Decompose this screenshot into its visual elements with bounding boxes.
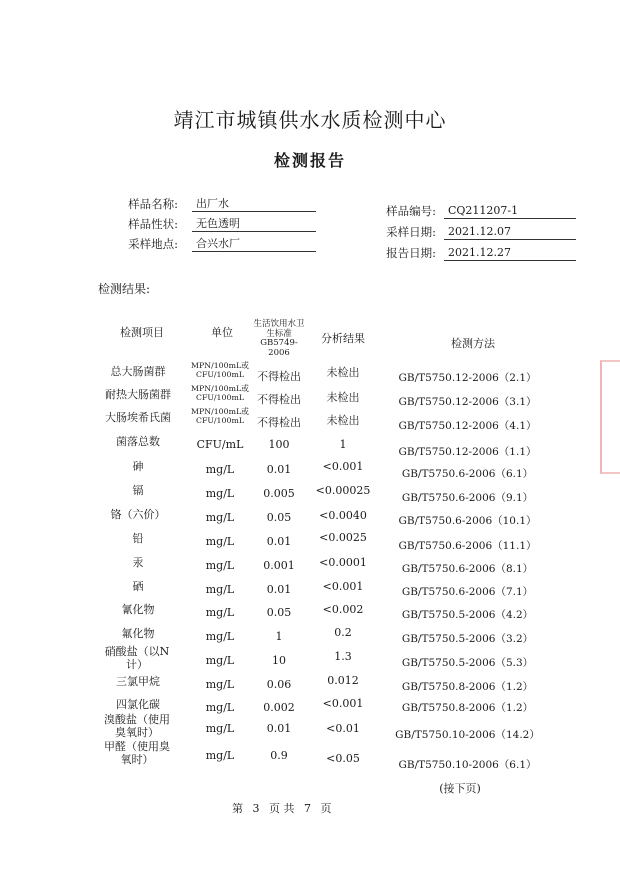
row-item: 总大肠菌群 xyxy=(110,365,166,378)
row-method: GB/T5750.12-2006（1.1） xyxy=(398,446,537,458)
row-unit: mg/L xyxy=(205,678,235,691)
continued-note: (接下页) xyxy=(439,782,481,795)
row-item: 菌落总数 xyxy=(116,435,160,448)
row-standard: 不得检出 xyxy=(257,370,301,383)
row-standard: 0.01 xyxy=(266,463,292,476)
row-result: 未检出 xyxy=(326,414,360,427)
row-unit: mg/L xyxy=(205,630,235,643)
row-result: 未检出 xyxy=(326,366,360,379)
row-standard: 0.05 xyxy=(266,511,292,524)
row-unit: mg/L xyxy=(205,654,235,667)
row-item: 硒 xyxy=(132,580,144,593)
page-total: 7 xyxy=(304,802,311,815)
row-method: GB/T5750.10-2006（14.2） xyxy=(395,729,540,741)
row-result: 未检出 xyxy=(326,391,360,404)
sample-date-label: 采样日期: xyxy=(386,225,436,239)
sample-site-label: 采样地点: xyxy=(128,237,178,251)
header-unit: 单位 xyxy=(211,326,233,339)
row-method: GB/T5750.6-2006（6.1） xyxy=(401,468,534,480)
row-result: <0.0040 xyxy=(319,509,367,522)
sample-date-value: 2021.12.07 xyxy=(444,224,576,240)
row-method: GB/T5750.6-2006（9.1） xyxy=(401,492,534,504)
row-result: 1 xyxy=(339,438,347,451)
row-unit: CFU/mL xyxy=(196,438,244,451)
row-unit: mg/L xyxy=(205,463,235,476)
row-result: 0.012 xyxy=(327,674,359,687)
row-standard: 0.01 xyxy=(266,535,292,548)
row-result: <0.05 xyxy=(326,752,360,765)
row-item: 大肠埃希氏菌 xyxy=(105,411,171,424)
sample-prop-label: 样品性状: xyxy=(128,217,178,231)
row-result: <0.01 xyxy=(326,722,360,735)
row-result: <0.001 xyxy=(322,460,364,473)
row-result: 0.2 xyxy=(334,626,352,639)
row-standard: 10 xyxy=(272,654,286,667)
report-title: 检测报告 xyxy=(273,151,346,170)
page-suffix: 页 xyxy=(320,802,332,815)
row-method: GB/T5750.12-2006（3.1） xyxy=(398,396,537,408)
row-standard: 0.9 xyxy=(270,749,288,762)
row-standard: 100 xyxy=(268,438,290,451)
row-result: <0.002 xyxy=(322,603,364,616)
row-unit: mg/L xyxy=(205,701,235,714)
row-item: 三氯甲烷 xyxy=(116,675,160,688)
row-unit: mg/L xyxy=(205,487,235,500)
row-unit: mg/L xyxy=(205,722,235,735)
seal-stamp-fragment xyxy=(600,360,620,474)
row-item: 硝酸盐（以N计） xyxy=(104,645,170,671)
row-standard: 0.01 xyxy=(266,583,292,596)
results-label: 检测结果: xyxy=(98,282,151,296)
row-item: 氟化物 xyxy=(121,627,155,640)
row-standard: 不得检出 xyxy=(257,416,301,429)
row-unit: mg/L xyxy=(205,535,235,548)
sample-no-value: CQ211207-1 xyxy=(444,203,576,219)
sample-prop-value: 无色透明 xyxy=(192,216,316,232)
row-result: 1.3 xyxy=(334,650,352,663)
row-standard: 0.002 xyxy=(263,701,295,714)
row-item: 铬（六价） xyxy=(110,508,166,521)
sample-site-value: 合兴水厂 xyxy=(192,236,316,252)
row-item: 汞 xyxy=(132,556,144,569)
row-unit: mg/L xyxy=(205,606,235,619)
row-standard: 0.06 xyxy=(266,678,292,691)
row-result: <0.0025 xyxy=(319,531,367,544)
row-standard: 0.05 xyxy=(266,606,292,619)
row-method: GB/T5750.12-2006（4.1） xyxy=(398,420,537,432)
header-method: 检测方法 xyxy=(451,337,495,350)
row-standard: 0.005 xyxy=(263,487,295,500)
row-method: GB/T5750.6-2006（7.1） xyxy=(401,586,534,598)
row-method: GB/T5750.8-2006（1.2） xyxy=(401,702,534,714)
row-unit: mg/L xyxy=(205,559,235,572)
row-unit: mg/L xyxy=(205,583,235,596)
row-item: 耐热大肠菌群 xyxy=(105,388,171,401)
row-method: GB/T5750.5-2006（3.2） xyxy=(401,633,534,645)
row-method: GB/T5750.6-2006（8.1） xyxy=(401,563,534,575)
sample-name-value: 出厂水 xyxy=(192,196,316,212)
report-date-label: 报告日期: xyxy=(386,246,436,260)
row-unit: MPN/100mL或CFU/100mL xyxy=(191,361,249,379)
page-current: 3 xyxy=(252,802,260,815)
row-item: 砷 xyxy=(132,460,144,473)
sample-name-label: 样品名称: xyxy=(128,197,178,211)
row-unit: MPN/100mL或CFU/100mL xyxy=(191,407,249,425)
row-standard: 0.001 xyxy=(263,559,295,572)
row-unit: MPN/100mL或CFU/100mL xyxy=(191,384,249,402)
header-item: 检测项目 xyxy=(120,326,164,339)
org-title: 靖江市城镇供水水质检测中心 xyxy=(173,108,447,132)
row-item: 溴酸盐（使用臭氧时） xyxy=(104,713,170,739)
report-date-value: 2021.12.27 xyxy=(444,245,576,261)
row-unit: mg/L xyxy=(205,749,235,762)
page-footer xyxy=(232,800,392,816)
row-item: 四氯化碳 xyxy=(116,698,160,711)
row-result: <0.0001 xyxy=(319,556,367,569)
page-mid: 页 共 xyxy=(269,802,295,815)
row-item: 甲醛（使用臭氧时） xyxy=(104,740,170,766)
header-result: 分析结果 xyxy=(321,332,365,345)
row-method: GB/T5750.10-2006（6.1） xyxy=(398,759,537,771)
row-method: GB/T5750.6-2006（10.1） xyxy=(398,515,537,527)
row-method: GB/T5750.12-2006（2.1） xyxy=(398,372,537,384)
sample-no-label: 样品编号: xyxy=(386,204,436,218)
row-method: GB/T5750.5-2006（4.2） xyxy=(401,609,534,621)
row-result: <0.00025 xyxy=(315,484,371,497)
row-method: GB/T5750.5-2006（5.3） xyxy=(401,657,534,669)
row-item: 镉 xyxy=(132,484,144,497)
row-result: <0.001 xyxy=(322,697,364,710)
row-standard: 0.01 xyxy=(266,722,292,735)
header-standard: 生活饮用水卫生标准GB5749-2006 xyxy=(253,319,305,358)
row-item: 氰化物 xyxy=(121,603,155,616)
row-item: 铅 xyxy=(132,532,144,545)
row-unit: mg/L xyxy=(205,511,235,524)
page-prefix: 第 xyxy=(232,802,243,815)
row-standard: 1 xyxy=(275,630,283,643)
row-result: <0.001 xyxy=(322,580,364,593)
row-standard: 不得检出 xyxy=(257,393,301,406)
row-method: GB/T5750.6-2006（11.1） xyxy=(398,540,537,552)
row-method: GB/T5750.8-2006（1.2） xyxy=(401,681,534,693)
